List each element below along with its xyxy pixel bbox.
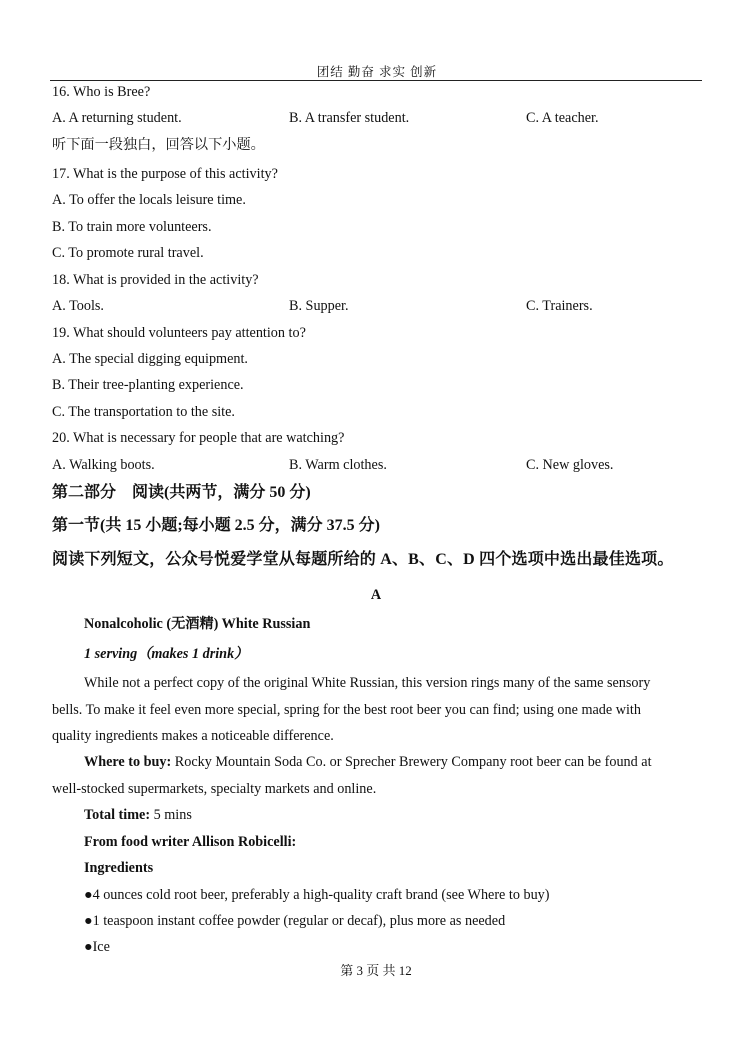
food-writer-credit: From food writer Allison Robicelli:: [84, 834, 297, 850]
ingredient-item: ●Ice: [84, 939, 110, 955]
q20-option-a: A. Walking boots.: [52, 457, 155, 473]
where-to-buy-text: Rocky Mountain Soda Co. or Sprecher Brewery Company root beer can be found at: [171, 754, 652, 770]
section1-title: 第一节(共 15 小题;每小题 2.5 分，满分 37.5 分): [52, 517, 380, 534]
ingredients-heading: Ingredients: [84, 860, 154, 876]
q19-option-b: B. Their tree-planting experience.: [52, 377, 244, 393]
total-time-line: [84, 806, 192, 824]
q18-option-b: B. Supper.: [289, 298, 349, 314]
ingredient-item: ●1 teaspoon instant coffee powder (regular or decaf), plus more as needed: [84, 913, 506, 929]
total-time-value: 5 mins: [150, 807, 192, 823]
header-divider: [50, 80, 702, 81]
serving-info: 1 serving（makes 1 drink）: [84, 646, 249, 662]
q18-option-c: C. Trainers.: [526, 298, 593, 314]
q17-option-c: C. To promote rural travel.: [52, 245, 204, 261]
q18-option-a: A. Tools.: [52, 298, 104, 314]
q17-option-b: B. To train more volunteers.: [52, 219, 212, 235]
q19-option-a: A. The special digging equipment.: [52, 351, 248, 367]
q17-option-a: A. To offer the locals leisure time.: [52, 192, 246, 208]
part2-title: 第二部分 阅读(共两节，满分 50 分): [52, 484, 311, 501]
q16-option-b: B. A transfer student.: [289, 110, 410, 126]
question-20-stem: 20. What is necessary for people that are watching?: [52, 430, 345, 446]
monologue-instruction: 听下面一段独白，回答以下小题。: [52, 137, 265, 153]
ingredient-item: ●4 ounces cold root beer, preferably a high-quality craft brand (see Where to buy): [84, 887, 550, 903]
q20-option-c: C. New gloves.: [526, 457, 614, 473]
q16-option-c: C. A teacher.: [526, 110, 599, 126]
where-to-buy-label: Where to buy:: [84, 754, 172, 770]
q16-option-a: A. A returning student.: [52, 110, 182, 126]
paragraph-1-line-3: quality ingredients makes a noticeable difference.: [52, 728, 334, 744]
paragraph-1-line-2: bells. To make it feel even more special, spring for the best root beer you can find; using one made with: [52, 702, 641, 718]
passage-label: A: [370, 587, 382, 603]
question-18-stem: 18. What is provided in the activity?: [52, 272, 259, 288]
question-17-stem: 17. What is the purpose of this activity?: [52, 166, 278, 182]
paragraph-1-line-1: While not a perfect copy of the original White Russian, this version rings many of the same sensory: [84, 675, 651, 691]
page-number-footer: 第 3 页 共 12: [340, 963, 412, 978]
question-19-stem: 19. What should volunteers pay attention to?: [52, 325, 306, 341]
reading-instruction: 阅读下列短文，公众号悦爱学堂从每题所给的 A、B、C、D 四个选项中选出最佳选项。: [52, 551, 674, 568]
where-to-buy-line-1: [84, 753, 652, 771]
q20-option-b: B. Warm clothes.: [289, 457, 387, 473]
q19-option-c: C. The transportation to the site.: [52, 404, 235, 420]
where-to-buy-line-2: well-stocked supermarkets, specialty markets and online.: [52, 781, 377, 797]
page-header-motto: 团结 勤奋 求实 创新: [316, 65, 438, 79]
question-16-stem: 16. Who is Bree?: [52, 84, 151, 100]
total-time-label: Total time:: [84, 807, 151, 823]
passage-title: Nonalcoholic (无酒精) White Russian: [84, 616, 311, 632]
